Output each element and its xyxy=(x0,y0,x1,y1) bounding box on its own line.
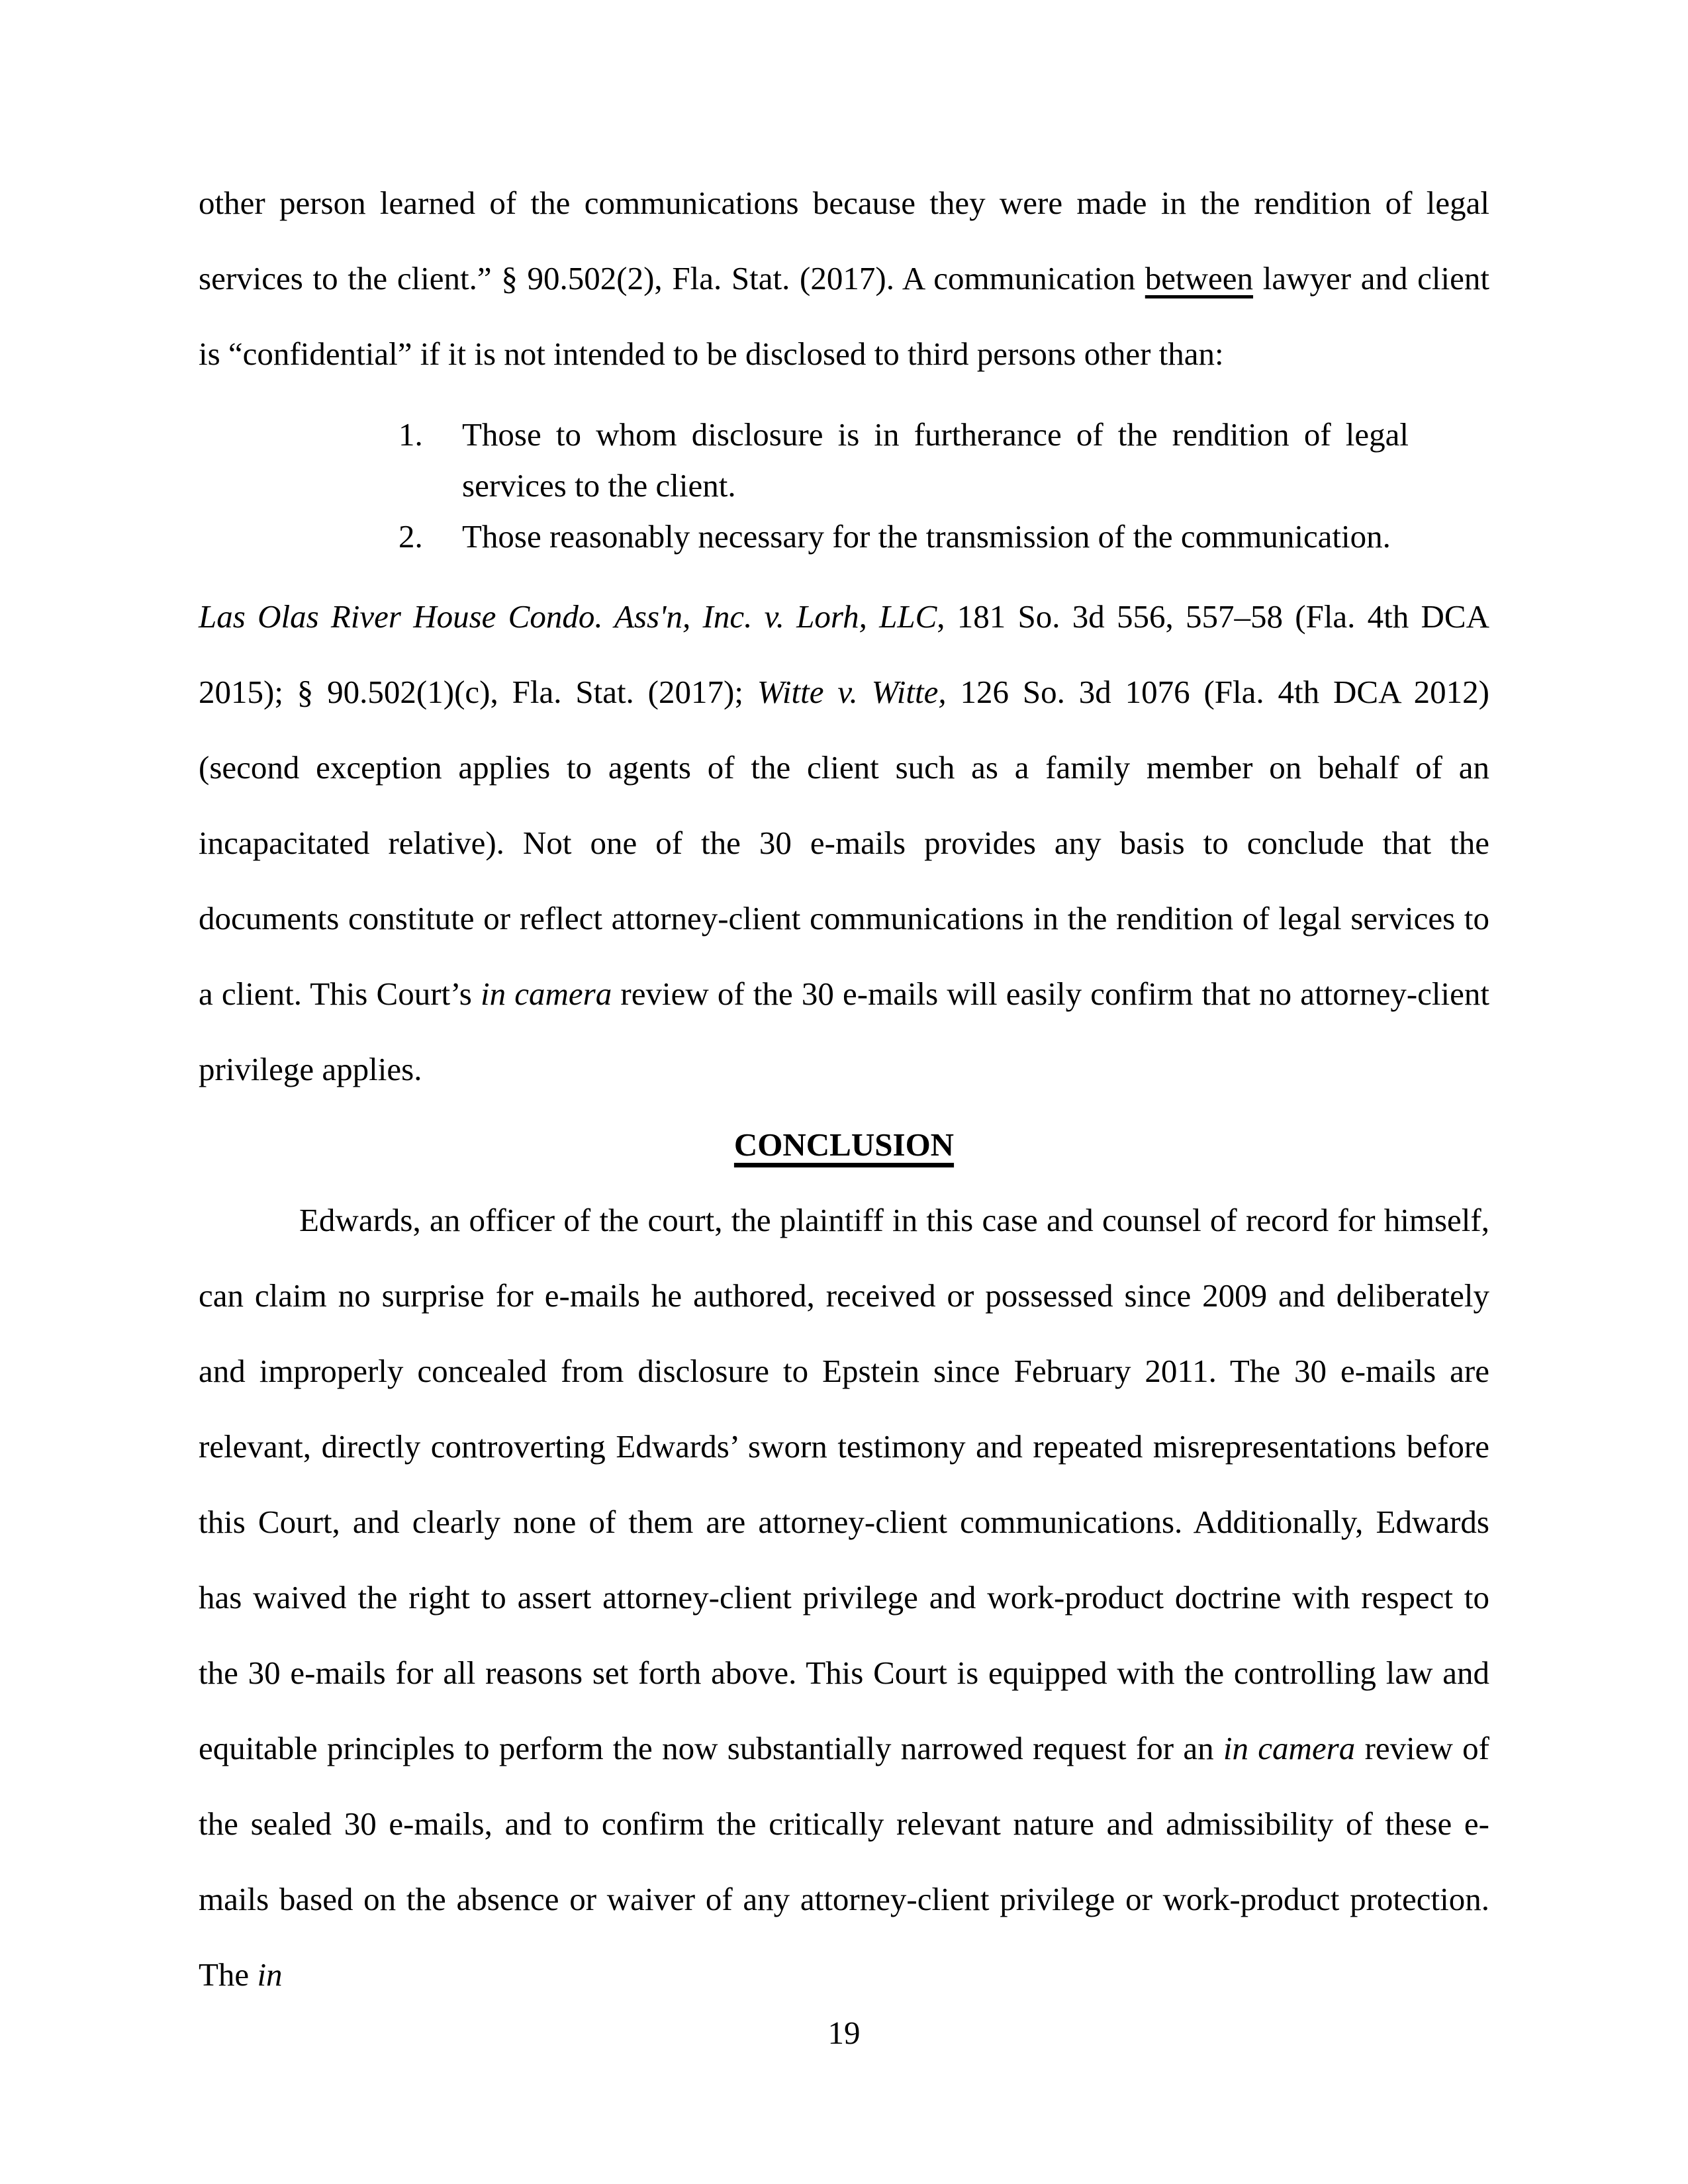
ordered-list xyxy=(399,409,1409,562)
text-run: Witte v. Witte, xyxy=(757,674,947,710)
text-run: review of the sealed 30 e-mails, and to confirm the critically relevant nature and admissibility of these e-mails based on the absence or waiver of any attorney-client privilege or work-product protection. The xyxy=(199,1730,1489,1993)
list-item-number: 1. xyxy=(399,416,423,453)
text-run: 126 So. 3d 1076 (Fla. 4th DCA 2012)(second exception applies to agents of the client such as a family member on behalf of an incapacitated relative). Not one of the 30 e-mails provides any basis to conclude that the documents constitute or reflect attorney-client communications in the rendition of legal services to a client. This Court’s xyxy=(199,674,1489,1012)
text-run: , 181 So. 3d 556, 557–58 (Fla. 4th DCA 2015); § 90.502(1)(c), Fla. Stat. (2017); xyxy=(199,598,1489,710)
text-run: Edwards, an officer of the court, the plaintiff in this case and counsel of record for himself, can claim no surprise for e-mails he authored, received or possessed since 2009 and deliberately and improperly concealed from disclosure to Epstein since February 2011. The 30 e-mails are relevant, directly controverting Edwards’ sworn testimony and repeated misrepresentations before this Court, and clearly none of them are attorney-client communications. Additionally, Edwards has waived the right to assert attorney-client privilege and work-product doctrine with respect to the 30 e-mails for all reasons set forth above. This Court is equipped with the controlling law and equitable principles to perform the now substantially narrowed request for an xyxy=(199,1202,1489,1766)
list-item-text xyxy=(462,511,1409,562)
page-number: 19 xyxy=(827,2015,861,2051)
text-run: between xyxy=(1145,260,1254,296)
text-run: Those reasonably necessary for the transmission of the communication. xyxy=(462,518,1391,555)
paragraph xyxy=(199,165,1489,392)
list-item xyxy=(399,511,1409,562)
text-run: in xyxy=(257,1956,283,1993)
paragraph xyxy=(199,579,1489,1107)
list-item xyxy=(399,409,1409,511)
text-run: Las Olas River House Condo. Ass'n, Inc. v. Lorh, LLC xyxy=(199,598,937,635)
list-item-text xyxy=(462,409,1409,511)
paragraph xyxy=(199,1183,1489,2013)
text-run: Those to whom disclosure is in furtherance of the rendition of legal services to the client. xyxy=(462,416,1409,504)
section-heading-conclusion xyxy=(199,1107,1489,1183)
page-footer xyxy=(0,2013,1688,2053)
text-run: in camera xyxy=(1223,1730,1356,1766)
text-run: in camera xyxy=(481,976,612,1012)
text-run: other person learned of the communications because they were made in the rendition of legal services to the client.” § 90.502(2), Fla. Stat. (2017). A communication xyxy=(199,185,1489,296)
text-run: lawyer and client is “confidential” if it is not intended to be disclosed to third persons other than: xyxy=(199,260,1489,372)
list-item-number: 2. xyxy=(399,518,423,555)
text-run: review of the 30 e-mails will easily confirm that no attorney-client privilege applies. xyxy=(199,976,1489,1087)
text-run: CONCLUSION xyxy=(733,1126,955,1163)
